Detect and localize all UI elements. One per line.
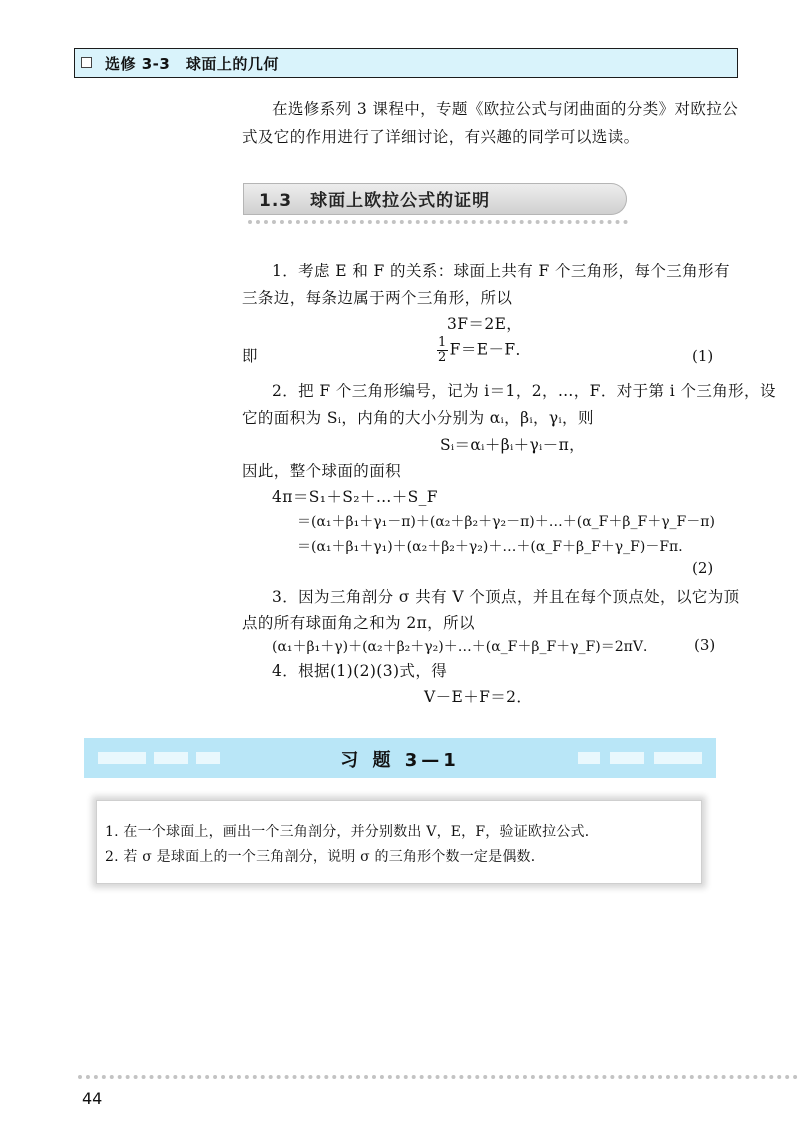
exercise-title-bar bbox=[84, 738, 716, 778]
equation-2-number: (2) bbox=[692, 559, 714, 577]
equation-3: (α₁＋β₁＋γ)＋(α₂＋β₂＋γ₂)＋…＋(α_F＋β_F＋γ_F)＝2πV． bbox=[272, 639, 657, 655]
p3-line-2: 点的所有球面角之和为 2π，所以 bbox=[242, 614, 475, 632]
p1-line-2: 三条边，每条边属于两个三角形，所以 bbox=[242, 289, 513, 307]
intro-line-2: 式及它的作用进行了详细讨论，有兴趣的同学可以选读。 bbox=[242, 128, 640, 146]
p1-line-1: 1．考虑 E 和 F 的关系：球面上共有 F 个三角形，每个三角形有 bbox=[272, 262, 730, 280]
section-heading bbox=[243, 183, 627, 215]
exercise-title: 习 题 3—1 bbox=[340, 750, 460, 771]
p3-line-1: 3．因为三角剖分 σ 共有 V 个顶点，并且在每个顶点处，以它为顶 bbox=[272, 588, 740, 606]
exercise-item: 1. 在一个球面上，画出一个三角剖分，并分别数出 V，E，F，验证欧拉公式． bbox=[105, 824, 599, 840]
section-title: 1.3 球面上欧拉公式的证明 bbox=[259, 191, 491, 211]
intro-line-1: 在选修系列 3 课程中，专题《欧拉公式与闭曲面的分类》对欧拉公 bbox=[272, 100, 739, 118]
p2-line-1: 2．把 F 个三角形编号，记为 i＝1，2，…，F．对于第 i 个三角形，设 bbox=[272, 382, 776, 400]
equation-Si: Sᵢ＝αᵢ＋βᵢ＋γᵢ－π， bbox=[440, 436, 586, 454]
footer-dotted-rule bbox=[78, 1075, 798, 1079]
equation-2-line-b: ＝(α₁＋β₁＋γ₁－π)＋(α₂＋β₂＋γ₂－π)＋…＋(α_F＋β_F＋γ_F－π) bbox=[297, 514, 715, 530]
page-number: 44 bbox=[82, 1089, 103, 1108]
ji-label: 即 bbox=[242, 347, 258, 365]
exercise-item: 2. 若 σ 是球面上的一个三角剖分，说明 σ 的三角形个数一定是偶数． bbox=[105, 849, 545, 865]
equation-4: V－E＋F＝2． bbox=[424, 688, 533, 706]
equation-2-line-c: ＝(α₁＋β₁＋γ₁)＋(α₂＋β₂＋γ₂)＋…＋(α_F＋β_F＋γ_F)－Fπ． bbox=[297, 539, 693, 555]
exercise-box bbox=[96, 800, 702, 884]
section-dotted-rule bbox=[248, 220, 628, 224]
fraction-one-half bbox=[437, 336, 448, 365]
fraction-denominator: 2 bbox=[438, 350, 447, 365]
running-header bbox=[74, 48, 738, 78]
p4-line-1: 4．根据(1)(2)(3)式，得 bbox=[272, 662, 448, 680]
equation-1 bbox=[437, 336, 531, 365]
equation-3F-2E: 3F＝2E， bbox=[447, 315, 523, 333]
fraction-numerator: 1 bbox=[438, 335, 447, 350]
equation-3-number: (3) bbox=[694, 636, 716, 654]
p2-line-3: 因此，整个球面的面积 bbox=[242, 462, 402, 480]
equation-1-rest: F＝E－F． bbox=[449, 340, 532, 359]
equation-1-number: (1) bbox=[692, 347, 714, 365]
p2-line-2: 它的面积为 Sᵢ，内角的大小分别为 αᵢ，βᵢ，γᵢ，则 bbox=[242, 409, 594, 427]
header-square-icon bbox=[81, 57, 92, 68]
equation-2-line-a: 4π＝S₁＋S₂＋…＋S_F bbox=[272, 488, 438, 506]
running-header-title: 选修 3-3 球面上的几何 bbox=[105, 55, 279, 73]
